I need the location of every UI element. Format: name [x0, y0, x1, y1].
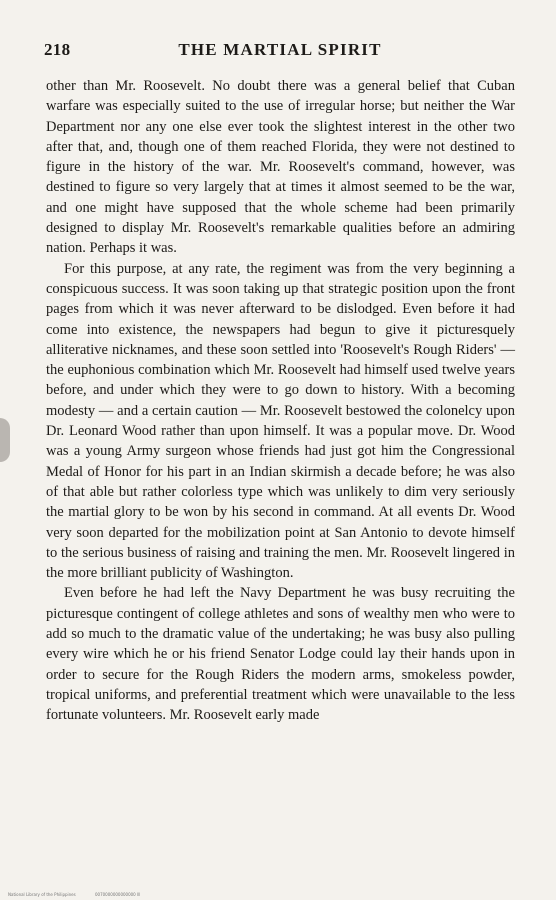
- paragraph-2: For this purpose, at any rate, the regiment was from the very beginning a conspicuous success. It was soon taking up that strategic position upon the front pages from which it was never afterward to be dislodged. Even before it had come into existence, the newspapers had begun to give it picturesquely alliterative nicknames, and these soon settled into 'Roosevelt's Rough Riders' — the euphonious combination which Mr. Roosevelt had himself used twelve years before, and under which they were to go down to history. With a becoming modesty — and a certain caution — Mr. Roosevelt bestowed the colonelcy upon Dr. Leonard Wood rather than upon himself. It was a popular move. Dr. Wood was a young Army surgeon whose friends had just got him the Congressional Medal of Honor for his part in an Indian skirmish a decade before; he was also of that able but rather colorless type which was unlikely to dim very seriously the martial glory to be won by his second in command. At all events Dr. Wood very soon departed for the mobilization point at San Antonio to devote himself to the serious business of raising and training the men. Mr. Roosevelt lingered in the more brilliant publicity of Washington.: [46, 260, 515, 582]
- page-number: 218: [44, 40, 71, 59]
- scan-edge-shadow: [0, 418, 10, 462]
- body-text: [46, 76, 515, 726]
- scan-footer: [8, 892, 140, 897]
- paragraph-1: other than Mr. Roosevelt. No doubt there was a general belief that Cuban warfare was especially suited to the use of irregular horse; but neither the War Department nor any one else ever took the slightest interest in the other two after that, and, though one of them reached Florida, they were not destined to figure in the history of the war. Mr. Roosevelt's command, however, was destined to figure so very largely that at times it almost seemed to be the war, and one might have supposed that the whole scheme had been primarily designed to display Mr. Roosevelt's remarkable qualities before an admiring nation. Perhaps it was.: [46, 78, 515, 257]
- footer-code: 0070000000000000 lll: [95, 892, 141, 897]
- footer-library: National Library of the Philippines: [8, 892, 76, 897]
- running-title: THE MARTIAL SPIRIT: [178, 40, 382, 59]
- page-header: [44, 40, 516, 64]
- paragraph-3: Even before he had left the Navy Department he was busy recruiting the picturesque contingent of college athletes and sons of wealthy men who were to add so much to the dramatic value of the undertaking; he was busy also pulling every wire which he or his friend Senator Lodge could lay their hands upon in order to secure for the Rough Riders the modern arms, smokeless powder, tropical uniforms, and preferential treatment which were unavailable to the less fortunate volunteers. Mr. Roosevelt early made: [46, 585, 515, 724]
